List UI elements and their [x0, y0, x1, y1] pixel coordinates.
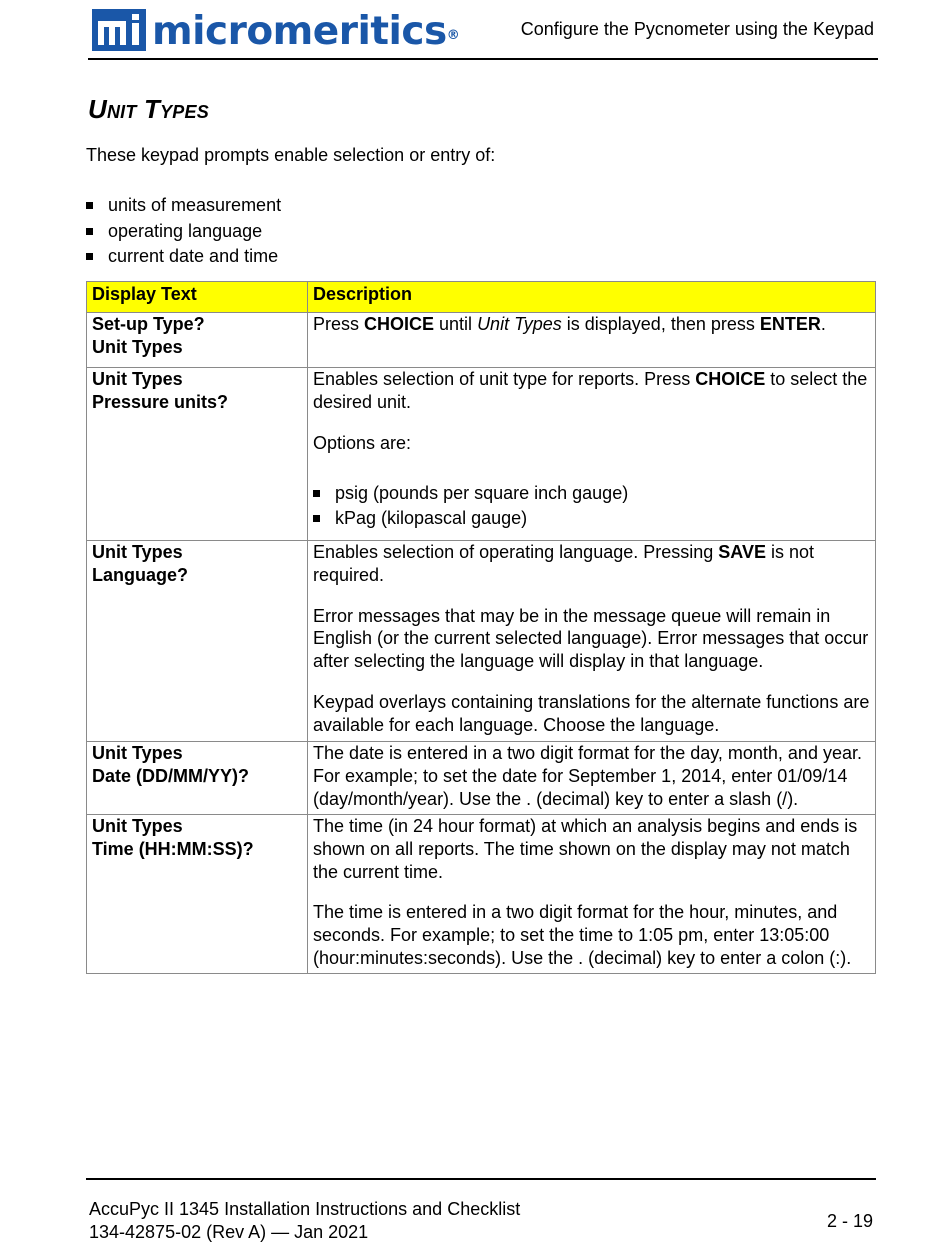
description-cell: The date is entered in a two digit format for the day, month, and year. For example; to set the date for September 1, 2014, enter 01/09/14 (day/month/year). Use the . (decimal) key to enter a slash (/). [308, 742, 876, 815]
registered-mark: ® [446, 28, 460, 43]
table-header-row [87, 282, 876, 313]
description-cell: The time (in 24 hour format) at which an analysis begins and ends is shown on all reports. The time shown on the display may not match the current time. The time is entered in a two digit format for the hour, minutes, and seconds. For example; to set the time to 1:05 pm, enter 13:05:00 (hour:minutes:seconds). Use the . (decimal) key to enter a colon (:). [308, 815, 876, 974]
micromeritics-logo-icon [92, 9, 146, 51]
table-row [87, 815, 876, 974]
list-item: operating language [86, 219, 281, 245]
footer-doc-number: 134-42875-02 (Rev A) — Jan 2021 [89, 1222, 369, 1242]
table-row [87, 541, 876, 742]
display-text-cell: Unit Types Pressure units? [87, 368, 308, 541]
running-header-title: Configure the Pycnometer using the Keypad [520, 19, 874, 39]
brand-logo [92, 8, 459, 52]
options-list [313, 481, 870, 531]
bullet-square-icon [313, 490, 320, 497]
bullet-square-icon [86, 253, 93, 260]
bullet-square-icon [313, 515, 320, 522]
table-row [87, 742, 876, 815]
display-text-cell: Unit Types Language? [87, 541, 308, 742]
list-item: units of measurement [86, 193, 281, 219]
display-text-cell: Unit Types Time (HH:MM:SS)? [87, 815, 308, 974]
bullet-square-icon [86, 228, 93, 235]
table-row [87, 313, 876, 368]
page-number: 2 - 19 [826, 1211, 873, 1231]
brand-name: micromeritics® [152, 9, 460, 54]
footer-doc-title: AccuPyc II 1345 Installation Instructions and Checklist [89, 1199, 521, 1219]
section-title: Unit Types [88, 94, 209, 124]
footer-divider [86, 1178, 876, 1180]
description-cell: Enables selection of operating language. Pressing SAVE is not required. Error messages that may be in the message queue will remain in English (or the current selected language). Error messages that occur after selecting the language will display in that language. Keypad overlays containing translations for the alternate functions are available for each language. Choose the language. [308, 541, 876, 742]
display-text-cell: Set-up Type? Unit Types [87, 313, 308, 368]
table-row [87, 368, 876, 541]
column-header-display-text: Display Text [87, 282, 308, 313]
description-cell: Enables selection of unit type for reports. Press CHOICE to select the desired unit. Options are: psig (pounds per square inch gauge) kPag (kilopascal gauge) [308, 368, 876, 541]
display-text-cell: Unit Types Date (DD/MM/YY)? [87, 742, 308, 815]
intro-bullet-list [86, 193, 281, 270]
list-item: psig (pounds per square inch gauge) [313, 481, 870, 506]
footer-doc-info [89, 1198, 520, 1244]
description-cell: Press CHOICE until Unit Types is displayed, then press ENTER. [308, 313, 876, 368]
list-item: kPag (kilopascal gauge) [313, 506, 870, 531]
header-divider [88, 58, 878, 60]
column-header-description: Description [308, 282, 876, 313]
bullet-square-icon [86, 202, 93, 209]
unit-types-table [86, 281, 876, 974]
intro-text: These keypad prompts enable selection or entry of: [86, 145, 496, 165]
list-item: current date and time [86, 244, 281, 270]
